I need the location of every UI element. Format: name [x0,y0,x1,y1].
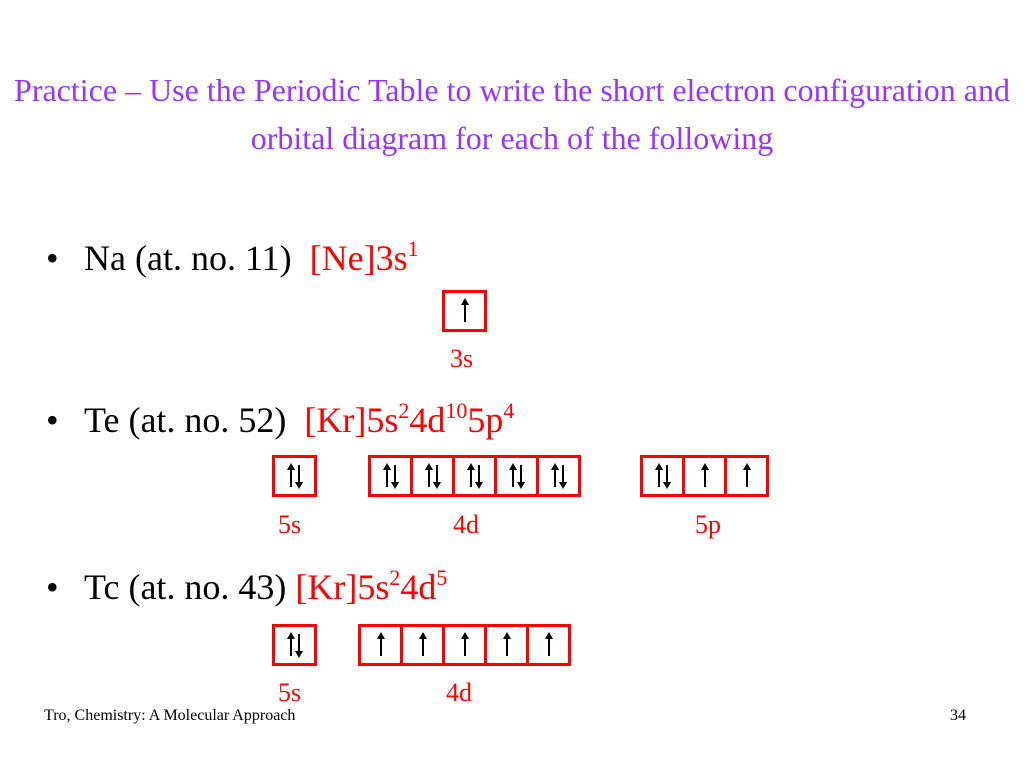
slide-title: Practice – Use the Periodic Table to write the short electron configuration and orbital diagram for each of the following [14,72,1010,156]
orbital-box [272,624,317,666]
paired-arrows-icon [283,630,307,660]
paired-arrows-icon [463,461,487,491]
element-label: Tc (at. no. 43) [84,567,287,607]
bullet-te [46,400,514,440]
orbital-box [640,455,685,497]
sublevel-label-5s: 5s [278,510,302,539]
orbital-box [536,455,581,497]
up-arrow-icon [453,296,477,326]
orbital-box [368,455,413,497]
orbital-box [272,455,317,497]
up-arrow-icon [369,630,393,660]
up-arrow-icon [453,630,477,660]
orbital-3s [442,290,487,330]
orbital-box [494,455,539,497]
orbital-box [442,624,487,666]
element-label: Te (at. no. 52) [84,400,287,440]
orbital-box [358,624,403,666]
orbital-5s [272,455,317,495]
orbital-box [400,624,445,666]
paired-arrows-icon [379,461,403,491]
electron-configuration: $[Kr]5s^24d^5$ [295,565,448,607]
paired-arrows-icon [421,461,445,491]
electron-configuration: $[Ne]3s^1$ [309,236,419,278]
footer-source: Tro, Chemistry: A Molecular Approach [44,707,296,724]
orbital-4d [358,624,571,664]
bullet-dot: • [46,400,59,440]
electron-configuration: $[Kr]5s^24d^{10}5p^4$ [304,398,515,440]
orbital-5s [272,624,317,664]
up-arrow-icon [735,461,759,491]
orbital-box [724,455,769,497]
orbital-box [484,624,529,666]
element-label: Na (at. no. 11) [84,238,292,278]
paired-arrows-icon [505,461,529,491]
orbital-4d [368,455,581,495]
sublevel-label-4d: 4d [446,678,472,707]
orbital-box [526,624,571,666]
orbital-box [682,455,727,497]
sublevel-label-3s: 3s [450,344,474,373]
bullet-dot: • [46,238,59,278]
bullet-na [46,238,419,278]
up-arrow-icon [537,630,561,660]
sublevel-label-4d: 4d [453,510,479,539]
orbital-box [410,455,455,497]
up-arrow-icon [495,630,519,660]
up-arrow-icon [693,461,717,491]
page-number: 34 [950,707,966,724]
sublevel-label-5p: 5p [695,510,721,539]
sublevel-label-5s: 5s [278,678,302,707]
orbital-box [442,290,487,332]
up-arrow-icon [411,630,435,660]
bullet-tc [46,567,447,607]
orbital-5p [640,455,769,495]
orbital-box [452,455,497,497]
paired-arrows-icon [283,461,307,491]
paired-arrows-icon [651,461,675,491]
paired-arrows-icon [547,461,571,491]
bullet-dot: • [46,567,59,607]
